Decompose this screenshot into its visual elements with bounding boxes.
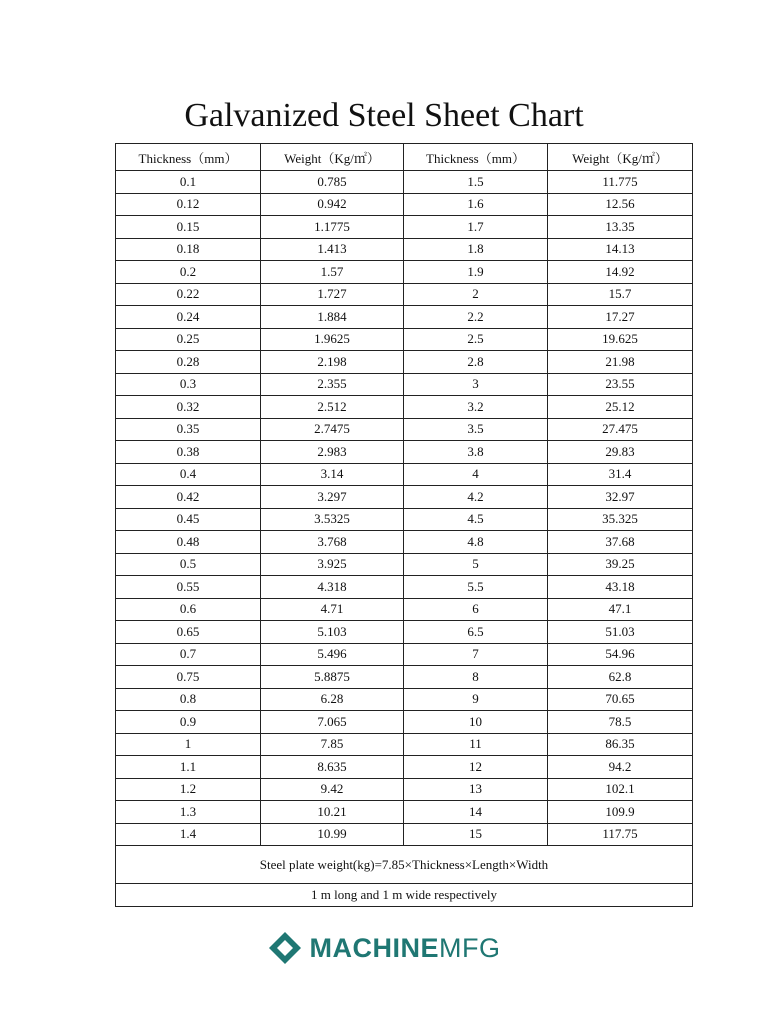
- thickness-cell: 0.42: [116, 486, 261, 509]
- weight-cell: 2.512: [261, 396, 404, 419]
- table-row: [116, 666, 693, 689]
- thickness-cell: 2: [404, 283, 548, 306]
- table-row: [116, 463, 693, 486]
- header-thickness-2: Thickness（mm）: [404, 144, 548, 171]
- formula-row: [116, 846, 693, 884]
- thickness-cell: 0.32: [116, 396, 261, 419]
- thickness-cell: 12: [404, 756, 548, 779]
- table-row: [116, 351, 693, 374]
- thickness-cell: 0.38: [116, 441, 261, 464]
- thickness-cell: 3.8: [404, 441, 548, 464]
- thickness-cell: 3.2: [404, 396, 548, 419]
- weight-cell: 109.9: [548, 801, 693, 824]
- thickness-cell: 1.2: [116, 778, 261, 801]
- weight-cell: 1.57: [261, 261, 404, 284]
- weight-cell: 2.198: [261, 351, 404, 374]
- weight-cell: 32.97: [548, 486, 693, 509]
- table-header: [116, 144, 693, 171]
- thickness-cell: 2.8: [404, 351, 548, 374]
- weight-cell: 1.1775: [261, 216, 404, 239]
- page-title: Galvanized Steel Sheet Chart: [184, 97, 584, 134]
- weight-formula: Steel plate weight(kg)=7.85×Thickness×Length×Width: [116, 846, 693, 884]
- thickness-cell: 4.2: [404, 486, 548, 509]
- thickness-cell: 0.5: [116, 553, 261, 576]
- weight-cell: 1.727: [261, 283, 404, 306]
- header-weight-2: Weight（Kg/㎡）: [548, 144, 693, 171]
- thickness-cell: 1.3: [116, 801, 261, 824]
- weight-cell: 37.68: [548, 531, 693, 554]
- weight-cell: 6.28: [261, 688, 404, 711]
- thickness-cell: 1.9: [404, 261, 548, 284]
- thickness-cell: 8: [404, 666, 548, 689]
- table-row: [116, 396, 693, 419]
- weight-cell: 9.42: [261, 778, 404, 801]
- thickness-cell: 10: [404, 711, 548, 734]
- weight-cell: 8.635: [261, 756, 404, 779]
- thickness-cell: 1.4: [116, 823, 261, 846]
- table-row: [116, 238, 693, 261]
- weight-cell: 3.297: [261, 486, 404, 509]
- thickness-cell: 0.15: [116, 216, 261, 239]
- weight-cell: 14.92: [548, 261, 693, 284]
- weight-cell: 31.4: [548, 463, 693, 486]
- header-thickness-1: Thickness（mm）: [116, 144, 261, 171]
- table-row: [116, 801, 693, 824]
- weight-cell: 35.325: [548, 508, 693, 531]
- brand-name-light: MFG: [439, 932, 501, 963]
- weight-cell: 70.65: [548, 688, 693, 711]
- table-row: [116, 643, 693, 666]
- brand-name: [310, 933, 501, 964]
- thickness-cell: 1: [116, 733, 261, 756]
- weight-cell: 43.18: [548, 576, 693, 599]
- dimension-note: 1 m long and 1 m wide respectively: [116, 884, 693, 907]
- thickness-cell: 1.5: [404, 171, 548, 194]
- thickness-cell: 4: [404, 463, 548, 486]
- weight-cell: 78.5: [548, 711, 693, 734]
- thickness-cell: 0.24: [116, 306, 261, 329]
- table-row: [116, 711, 693, 734]
- weight-cell: 3.5325: [261, 508, 404, 531]
- weight-cell: 11.775: [548, 171, 693, 194]
- thickness-cell: 6: [404, 598, 548, 621]
- weight-cell: 54.96: [548, 643, 693, 666]
- thickness-cell: 0.28: [116, 351, 261, 374]
- weight-cell: 10.21: [261, 801, 404, 824]
- thickness-cell: 9: [404, 688, 548, 711]
- thickness-cell: 0.25: [116, 328, 261, 351]
- weight-cell: 5.496: [261, 643, 404, 666]
- thickness-cell: 0.35: [116, 418, 261, 441]
- table-row: [116, 531, 693, 554]
- thickness-cell: 1.1: [116, 756, 261, 779]
- weight-cell: 21.98: [548, 351, 693, 374]
- thickness-cell: 15: [404, 823, 548, 846]
- table-row: [116, 261, 693, 284]
- weight-cell: 86.35: [548, 733, 693, 756]
- thickness-cell: 3.5: [404, 418, 548, 441]
- weight-cell: 102.1: [548, 778, 693, 801]
- weight-cell: 15.7: [548, 283, 693, 306]
- weight-cell: 7.065: [261, 711, 404, 734]
- thickness-cell: 1.6: [404, 193, 548, 216]
- thickness-cell: 0.45: [116, 508, 261, 531]
- weight-cell: 5.8875: [261, 666, 404, 689]
- table-row: [116, 598, 693, 621]
- weight-cell: 13.35: [548, 216, 693, 239]
- header-row: [116, 144, 693, 171]
- thickness-cell: 0.65: [116, 621, 261, 644]
- thickness-cell: 7: [404, 643, 548, 666]
- thickness-cell: 2.2: [404, 306, 548, 329]
- thickness-cell: 5.5: [404, 576, 548, 599]
- table-row: [116, 756, 693, 779]
- thickness-cell: 0.2: [116, 261, 261, 284]
- weight-cell: 2.983: [261, 441, 404, 464]
- diamond-logo-icon: [268, 931, 302, 965]
- weight-cell: 17.27: [548, 306, 693, 329]
- thickness-cell: 6.5: [404, 621, 548, 644]
- table-row: [116, 553, 693, 576]
- header-weight-1: Weight（Kg/㎡）: [261, 144, 404, 171]
- thickness-cell: 4.8: [404, 531, 548, 554]
- table-row: [116, 508, 693, 531]
- brand-logo: [0, 928, 768, 968]
- weight-cell: 62.8: [548, 666, 693, 689]
- weight-cell: 1.884: [261, 306, 404, 329]
- thickness-cell: 4.5: [404, 508, 548, 531]
- table-row: [116, 418, 693, 441]
- weight-cell: 23.55: [548, 373, 693, 396]
- thickness-cell: 0.48: [116, 531, 261, 554]
- weight-cell: 10.99: [261, 823, 404, 846]
- thickness-cell: 5: [404, 553, 548, 576]
- thickness-cell: 11: [404, 733, 548, 756]
- table-row: [116, 328, 693, 351]
- thickness-cell: 0.12: [116, 193, 261, 216]
- table-row: [116, 688, 693, 711]
- thickness-cell: 0.55: [116, 576, 261, 599]
- table-row: [116, 216, 693, 239]
- table-row: [116, 576, 693, 599]
- thickness-cell: 0.3: [116, 373, 261, 396]
- thickness-cell: 0.4: [116, 463, 261, 486]
- table-row: [116, 441, 693, 464]
- steel-sheet-table: [115, 143, 693, 907]
- weight-cell: 2.355: [261, 373, 404, 396]
- thickness-cell: 1.7: [404, 216, 548, 239]
- thickness-cell: 13: [404, 778, 548, 801]
- thickness-cell: 0.7: [116, 643, 261, 666]
- weight-cell: 51.03: [548, 621, 693, 644]
- thickness-cell: 0.75: [116, 666, 261, 689]
- weight-cell: 29.83: [548, 441, 693, 464]
- table-row: [116, 306, 693, 329]
- weight-cell: 12.56: [548, 193, 693, 216]
- thickness-cell: 0.22: [116, 283, 261, 306]
- note-row: [116, 884, 693, 907]
- weight-cell: 0.942: [261, 193, 404, 216]
- table-row: [116, 373, 693, 396]
- weight-cell: 5.103: [261, 621, 404, 644]
- thickness-cell: 0.6: [116, 598, 261, 621]
- weight-cell: 3.14: [261, 463, 404, 486]
- table-row: [116, 823, 693, 846]
- weight-cell: 47.1: [548, 598, 693, 621]
- table-row: [116, 486, 693, 509]
- table-row: [116, 283, 693, 306]
- weight-cell: 117.75: [548, 823, 693, 846]
- thickness-cell: 0.8: [116, 688, 261, 711]
- table-body: [116, 171, 693, 846]
- weight-cell: 14.13: [548, 238, 693, 261]
- weight-cell: 3.768: [261, 531, 404, 554]
- thickness-cell: 0.18: [116, 238, 261, 261]
- brand-name-bold: MACHINE: [309, 932, 439, 963]
- weight-cell: 0.785: [261, 171, 404, 194]
- thickness-cell: 0.9: [116, 711, 261, 734]
- weight-cell: 27.475: [548, 418, 693, 441]
- table-row: [116, 733, 693, 756]
- weight-cell: 3.925: [261, 553, 404, 576]
- weight-cell: 4.71: [261, 598, 404, 621]
- weight-cell: 1.413: [261, 238, 404, 261]
- weight-cell: 2.7475: [261, 418, 404, 441]
- table-row: [116, 621, 693, 644]
- thickness-cell: 0.1: [116, 171, 261, 194]
- thickness-cell: 3: [404, 373, 548, 396]
- weight-cell: 39.25: [548, 553, 693, 576]
- weight-cell: 7.85: [261, 733, 404, 756]
- weight-cell: 4.318: [261, 576, 404, 599]
- weight-cell: 25.12: [548, 396, 693, 419]
- weight-cell: 19.625: [548, 328, 693, 351]
- weight-cell: 1.9625: [261, 328, 404, 351]
- table-row: [116, 193, 693, 216]
- thickness-cell: 14: [404, 801, 548, 824]
- table-row: [116, 171, 693, 194]
- table-row: [116, 778, 693, 801]
- weight-cell: 94.2: [548, 756, 693, 779]
- thickness-cell: 2.5: [404, 328, 548, 351]
- thickness-cell: 1.8: [404, 238, 548, 261]
